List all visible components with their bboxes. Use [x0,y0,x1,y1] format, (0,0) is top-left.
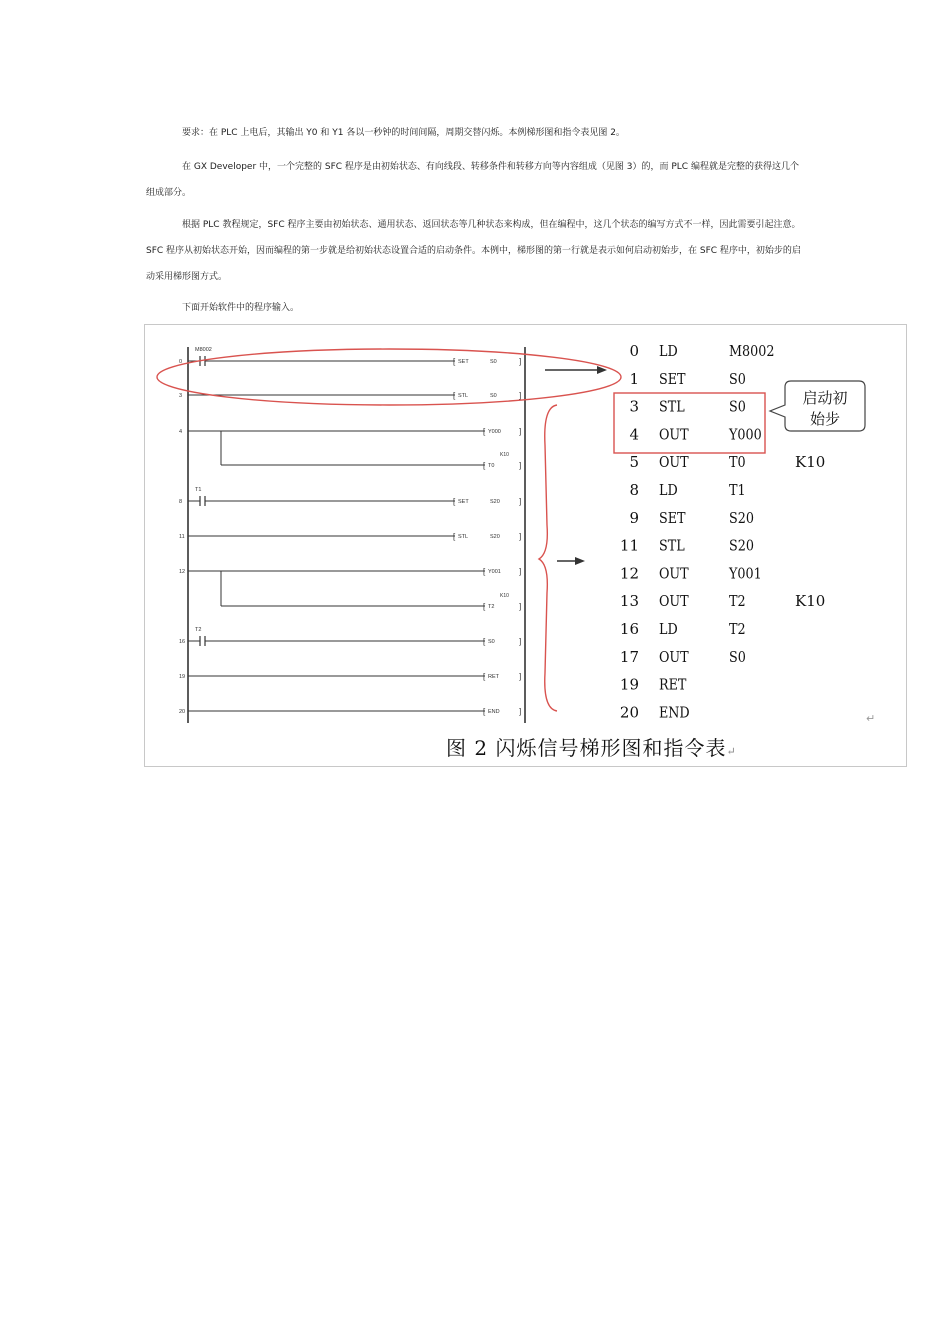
timer-constant: K10 [500,452,509,458]
coil-label: S0 [488,639,495,645]
coil-label: RET [488,674,499,680]
coil-operand: S0 [490,393,497,399]
instruction-step: 3 [629,397,639,416]
coil-label: Y000 [488,429,501,435]
instruction-step: 4 [629,425,639,444]
instruction-operand: T2 [729,621,746,639]
figure-caption [446,732,737,761]
instruction-operand: T1 [729,482,746,500]
coil-bracket: ] [519,391,522,400]
instruction-op: END [659,704,690,722]
instruction-op: SET [659,509,686,528]
coil-operand: S0 [490,359,497,365]
instruction-op: LD [659,482,678,500]
coil-bracket: [ [483,672,486,681]
coil-bracket: ] [519,672,522,681]
coil-bracket: ] [519,427,522,436]
instruction-operand: T2 [729,593,746,611]
instruction-op: OUT [659,426,689,444]
instruction-operand: Y001 [729,565,762,583]
instruction-operand: M8002 [729,343,775,361]
coil-bracket: ] [519,461,522,470]
caption-text: 图 2 闪烁信号梯形图和指令表 [446,736,727,760]
coil-bracket: ] [519,567,522,576]
ladder-step-number: 4 [179,429,183,435]
instruction-operand: S20 [729,509,754,528]
coil-label: T0 [488,463,495,469]
instruction-op: LD [659,343,678,361]
instruction-step: 17 [619,647,639,666]
instruction-step: 1 [629,369,639,388]
figure-frame [144,324,907,767]
instruction-op: OUT [659,565,689,583]
coil-bracket: ] [519,532,522,541]
instruction-step: 5 [629,453,639,472]
instruction-step: 19 [619,675,639,694]
instruction-step: 9 [629,508,639,527]
coil-operand: S20 [490,534,500,540]
ladder-step-number: 8 [179,499,183,505]
ladder-step-number: 12 [179,569,186,575]
instruction-step: 20 [619,703,639,722]
ladder-step-number: 0 [179,359,183,365]
contact-label: T2 [195,627,202,633]
callout-line1: 启动初 [802,389,848,407]
instruction-step: 0 [629,342,639,360]
paragraph-3: 根据 PLC 教程规定，SFC 程序主要由初始状态、通用状态、返回状态等几种状态来构成，但在编程中，这几个状态的编写方式不一样，因此需要引起注意。SFC 程序从初始状态开始，因而编程的第一步就是给初始状态设置合适的启动条件。本例中，梯形图的第一行就是表示如何启动初始步，在 SFC 程序中，初始步的启动采用梯形图方式。 [146,220,801,282]
instruction-op: LD [659,621,678,639]
instruction-operand: S0 [729,398,746,416]
highlight-brace [539,405,557,711]
instruction-op: SET [659,370,686,389]
instruction-operand: S0 [729,648,746,667]
coil-bracket: [ [453,391,456,400]
paragraph-2: 在 GX Developer 中，一个完整的 SFC 程序是由初始状态、有向线段、转移条件和转移方向等内容组成（见图 3）的，而 PLC 编程就是完整的获得这几个组成部分。 [146,162,799,198]
callout-line2: 始步 [809,410,841,428]
return-mark: ↵ [726,745,737,758]
coil-bracket: [ [453,357,456,366]
coil-bracket: ] [519,707,522,716]
timer-constant: K10 [500,593,509,599]
coil-bracket: [ [483,461,486,470]
coil-label: SET [458,499,469,505]
instruction-step: 11 [619,536,639,555]
coil-bracket: ] [519,602,522,611]
ladder-step-number: 16 [179,639,186,645]
highlight-ellipse [157,349,621,405]
ladder-step-number: 20 [179,709,186,715]
coil-bracket: ] [519,357,522,366]
instruction-operand: S20 [729,537,754,555]
coil-label: END [488,709,500,715]
ladder-and-instruction-figure [145,325,906,766]
coil-label: STL [458,534,469,540]
ladder-step-number: 11 [179,534,185,540]
coil-label: T2 [488,604,495,610]
instruction-op: OUT [659,593,689,611]
instruction-op: RET [659,676,687,694]
coil-bracket: ] [519,637,522,646]
coil-label: SET [458,359,469,365]
instruction-step: 13 [619,592,639,611]
coil-operand: S20 [490,499,500,505]
coil-bracket: [ [483,707,486,716]
coil-bracket: [ [483,602,486,611]
paragraph-4: 下面开始软件中的程序输入。 [182,303,300,313]
instruction-step: 16 [619,620,639,638]
instruction-operand: Y000 [729,426,762,444]
figure-return-mark: ↵ [866,712,876,725]
coil-bracket: [ [483,637,486,646]
paragraph-1: 要求：在 PLC 上电后，其输出 Y0 和 Y1 各以一秒钟的时间间隔，周期交替闪烁。本例梯形图和指令表见图 2。 [182,128,625,138]
contact-label: T1 [195,487,202,493]
coil-bracket: [ [453,497,456,506]
coil-bracket: ] [519,497,522,506]
coil-bracket: [ [483,427,486,436]
instruction-operand: S0 [729,370,746,389]
instruction-op: OUT [659,648,689,667]
instruction-step: 8 [629,481,639,499]
coil-label: STL [458,393,469,399]
coil-bracket: [ [453,532,456,541]
instruction-constant: K10 [795,592,826,611]
ladder-step-number: 3 [179,393,183,399]
coil-bracket: [ [483,567,486,576]
instruction-op: STL [659,537,685,555]
ladder-step-number: 19 [179,674,186,680]
instruction-step: 12 [619,564,639,583]
coil-label: Y001 [488,569,501,575]
arrow-head [575,557,585,565]
instruction-constant: K10 [795,453,826,472]
instruction-operand: T0 [729,454,746,472]
contact-label: M8002 [195,347,212,353]
instruction-op: OUT [659,454,689,472]
instruction-op: STL [659,398,685,416]
